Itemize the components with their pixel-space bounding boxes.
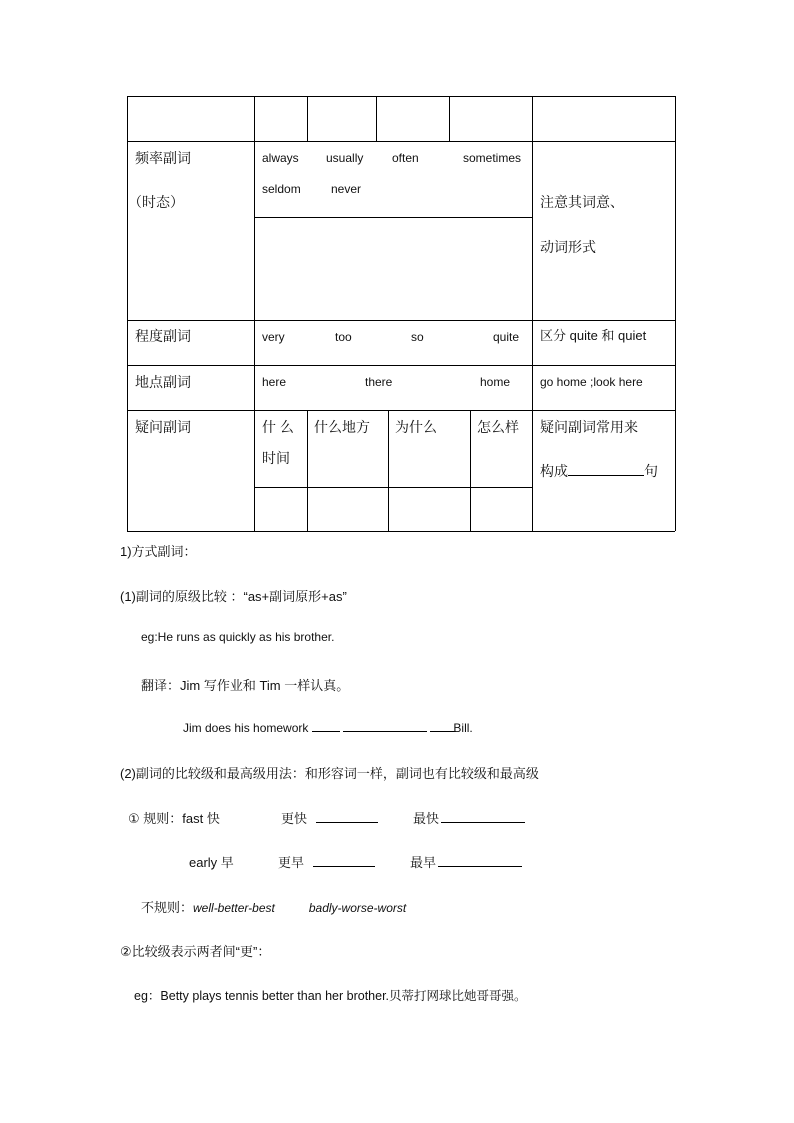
comparison-note: ②比较级表示两者间“更”： — [120, 944, 271, 959]
qword-where: 什么地方 — [314, 419, 370, 435]
word-often: often — [392, 151, 419, 165]
superlative-label: 最快 — [413, 811, 440, 826]
irregular-example-badly: badly-worse-worst — [308, 901, 407, 915]
qword-when: 什 么 — [262, 419, 294, 435]
answer-blank[interactable] — [313, 854, 375, 867]
example-sentence-2: eg：Betty plays tennis better than her brother.贝蒂打网球比她哥哥强。 — [134, 989, 527, 1003]
qword-when-line2: 时间 — [262, 450, 290, 466]
irregular-line — [141, 897, 406, 916]
word-sometimes: sometimes — [463, 151, 522, 165]
note-interrogative-1: 疑问副词常用来 — [540, 419, 638, 435]
category-frequency: 频率副词 — [135, 150, 191, 166]
answer-blank[interactable] — [568, 463, 644, 476]
word-there: there — [365, 375, 393, 389]
note-interrogative-suffix: 句 — [644, 463, 658, 479]
translation-prompt: 翻译：Jim 写作业和 Tim 一样认真。 — [141, 678, 350, 693]
table-rule — [307, 410, 308, 531]
table-rule — [388, 410, 389, 531]
comparative-label: 更快 — [281, 811, 308, 826]
table-rule — [254, 487, 532, 488]
note-frequency-1: 注意其词意、 — [540, 194, 624, 210]
answer-blank[interactable] — [312, 719, 340, 732]
word-very: very — [262, 330, 285, 344]
note-frequency-2: 动词形式 — [540, 239, 596, 255]
table-rule — [449, 96, 450, 141]
rule-early: early 早 — [189, 855, 234, 870]
word-here: here — [262, 375, 287, 389]
word-usually: usually — [326, 151, 364, 165]
comparative-label-early: 更早 — [278, 855, 305, 870]
category-interrogative: 疑问副词 — [135, 419, 191, 435]
word-never: never — [331, 182, 362, 196]
section-heading: 1)方式副词： — [120, 544, 197, 559]
answer-blank[interactable] — [316, 810, 378, 823]
table-border-left — [127, 96, 128, 531]
category-place: 地点副词 — [135, 374, 191, 390]
table-rule — [307, 96, 308, 141]
word-home: home — [480, 375, 511, 389]
note-interrogative-prefix: 构成 — [540, 463, 568, 479]
table-border-bottom — [127, 531, 675, 532]
table-rule — [127, 141, 675, 142]
qword-how: 怎么样 — [477, 419, 519, 435]
fill-suffix: Bill. — [453, 721, 473, 735]
irregular-label: 不规则： — [141, 900, 194, 915]
irregular-example-well: well-better-best — [193, 901, 275, 915]
fill-in-sentence — [183, 719, 473, 735]
example-sentence: eg:He runs as quickly as his brother. — [141, 630, 335, 644]
subheading-comparative: (2)副词的比较级和最高级用法：和形容词一样，副词也有比较级和最高级 — [120, 766, 539, 781]
superlative-label-early: 最早 — [410, 855, 437, 870]
table-rule — [470, 410, 471, 531]
fill-prefix: Jim does his homework — [183, 721, 309, 735]
table-rule — [127, 410, 675, 411]
table-rule — [127, 320, 675, 321]
table-rule — [376, 96, 377, 141]
word-seldom: seldom — [262, 182, 301, 196]
subheading-positive-degree: (1)副词的原级比较 ：“as+副词原形+as” — [120, 589, 347, 604]
table-rule — [254, 96, 255, 531]
table-border-top — [127, 96, 675, 97]
note-degree: 区分 quite 和 quiet — [540, 328, 647, 343]
word-quite: quite — [493, 330, 520, 344]
table-rule — [532, 96, 533, 531]
qword-why: 为什么 — [395, 419, 437, 435]
answer-blank[interactable] — [343, 719, 427, 732]
word-too: too — [335, 330, 352, 344]
table-rule — [254, 217, 532, 218]
note-place: go home ;look here — [540, 375, 643, 389]
word-always: always — [262, 151, 299, 165]
answer-blank[interactable] — [438, 854, 522, 867]
note-interrogative-2 — [540, 463, 658, 479]
answer-blank[interactable] — [441, 810, 525, 823]
table-rule — [127, 365, 675, 366]
category-frequency-sub: （时态） — [128, 194, 184, 210]
rule-fast: ① 规则：fast 快 — [128, 811, 220, 826]
table-border-right — [675, 96, 676, 531]
category-degree: 程度副词 — [135, 328, 191, 344]
word-so: so — [411, 330, 424, 344]
